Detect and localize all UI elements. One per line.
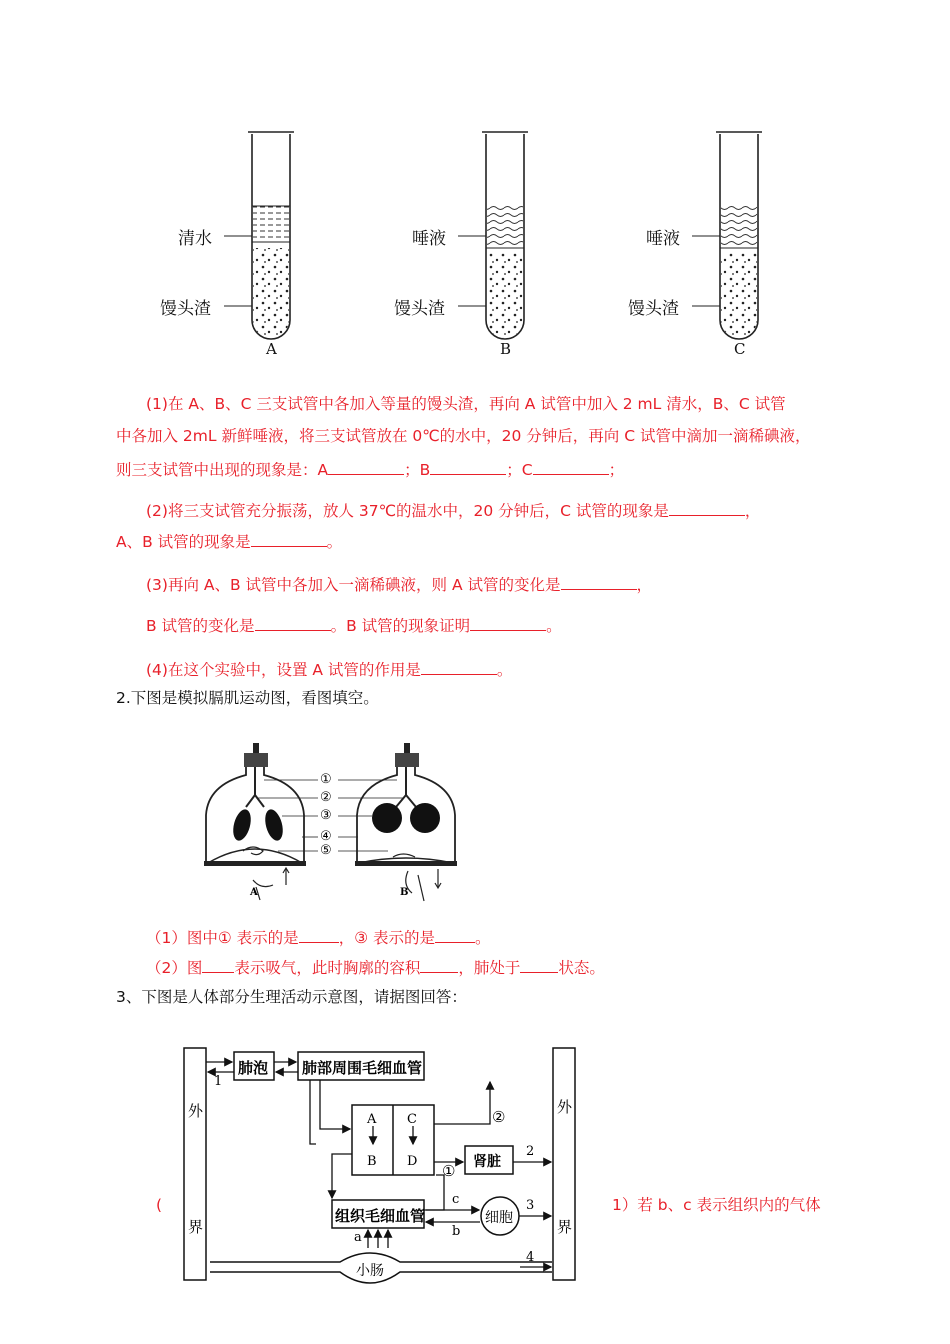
q1-p2-line2-text: A、B 试管的现象是: [116, 533, 251, 551]
q1-p3-comma: ，: [636, 576, 653, 594]
outside-left-1: 外: [188, 1102, 204, 1120]
arrow-label-circle-2: ②: [492, 1108, 506, 1126]
blank-control[interactable]: [421, 658, 497, 675]
q2-title: 2.下图是模拟膈肌运动图，看图填空。: [116, 689, 379, 707]
q2-s2-b: 表示吸气，此时胸廓的容积: [234, 959, 421, 977]
q1-p4: [146, 658, 512, 680]
outside-right-2: 界: [557, 1218, 573, 1236]
box-kidney: 肾脏: [473, 1154, 501, 1170]
tube-label-a: A: [266, 340, 277, 358]
q1-p4-text: (4)在这个实验中，设置 A 试管的作用是: [146, 661, 421, 679]
blank-b[interactable]: [430, 458, 506, 475]
heart-a: A: [367, 1112, 377, 1127]
arrow-label-a: a: [354, 1230, 362, 1245]
arrow-label-3: 3: [526, 1198, 535, 1213]
label-bread-c: 馒头渣: [628, 299, 679, 319]
blank-marker-1[interactable]: [299, 926, 339, 943]
blank-ab-37[interactable]: [251, 530, 327, 547]
blank-c-37[interactable]: [669, 499, 745, 516]
q1-p2-line2-end: 。: [326, 533, 343, 551]
q1-p2-line2: [116, 530, 342, 552]
jar-label-b: B: [400, 887, 409, 898]
tube-label-b: B: [500, 340, 512, 358]
q3-bracket: (: [156, 1196, 163, 1214]
q1-p2-comma: ，: [744, 502, 761, 520]
q3-title: 3、下图是人体部分生理活动示意图，请据图回答：: [116, 988, 467, 1006]
jar-a: [204, 743, 306, 900]
arrow-label-c: c: [452, 1192, 460, 1207]
physiology-diagram: [180, 1044, 580, 1284]
q1-p3-line2-a: B 试管的变化是: [146, 617, 255, 635]
blank-inhale-fig[interactable]: [202, 956, 234, 973]
blank-marker-3[interactable]: [435, 926, 475, 943]
label-saliva-c: 唾液: [646, 229, 680, 249]
q3-q1: 1）若 b、c 表示组织内的气体: [612, 1196, 821, 1214]
tube-c: [692, 132, 762, 339]
heart-c: C: [407, 1112, 417, 1127]
tube-a: [224, 132, 294, 339]
q2-s2: [146, 956, 605, 978]
blank-a[interactable]: [328, 458, 404, 475]
q1-p1-line1: (1)在 A、B、C 三支试管中各加入等量的馒头渣，再向 A 试管中加入 2 mL 清水，B、C 试管: [146, 395, 786, 413]
q1-p3-line2-end: 。: [546, 617, 562, 635]
marker-4: ④: [320, 829, 332, 844]
label-saliva-b: 唾液: [412, 229, 446, 249]
q1-p1-line3-a: 则三支试管中出现的现象是：A: [116, 461, 329, 479]
tube-b: [458, 132, 528, 339]
diaphragm-figure: [198, 735, 473, 905]
arrow-label-circle-1: ①: [442, 1162, 456, 1180]
q1-p3-text: (3)再向 A、B 试管中各加入一滴稀碘液，则 A 试管的变化是: [146, 576, 561, 594]
q1-p3-line1: [146, 573, 652, 595]
blank-c[interactable]: [533, 458, 609, 475]
test-tube-diagram: [140, 120, 780, 370]
label-bread-a: 馒头渣: [160, 299, 211, 319]
heart-d: D: [407, 1154, 418, 1169]
q1-p4-end: 。: [496, 661, 513, 679]
q2-s2-c: ，肺处于: [458, 959, 521, 977]
arrow-label-2: 2: [526, 1144, 535, 1159]
label-bread-b: 馒头渣: [394, 299, 445, 319]
blank-volume[interactable]: [420, 956, 458, 973]
marker-1: ①: [320, 772, 332, 787]
label-water: 清水: [178, 229, 212, 249]
box-intestine: 小肠: [356, 1263, 384, 1279]
blank-a-iodine[interactable]: [561, 573, 637, 590]
test-tube-figure: [140, 120, 780, 370]
q2-s1-b: ，③ 表示的是: [338, 929, 436, 947]
heart-b: B: [367, 1154, 377, 1169]
blank-b-iodine[interactable]: [255, 614, 331, 631]
q2-s1-end: 。: [475, 929, 491, 947]
box-tissue-capillaries: 组织毛细血管: [335, 1207, 426, 1225]
marker-2: ②: [320, 790, 332, 805]
arrow-label-4: 4: [526, 1250, 535, 1265]
q1-p1-line3-d: ；: [608, 461, 625, 479]
q1-p1-line3: [116, 458, 624, 480]
diaphragm-diagram: [198, 735, 473, 905]
q1-p1-line3-b: ；B: [404, 461, 431, 479]
jar-b: [355, 743, 457, 901]
q1-p2-text: (2)将三支试管充分振荡，放人 37℃的温水中，20 分钟后，C 试管的现象是: [146, 502, 669, 520]
marker-3: ③: [320, 808, 332, 823]
q2-s1-a: （1）图中① 表示的是: [146, 929, 299, 947]
q1-p3-line2-b: 。B 试管的现象证明: [330, 617, 471, 635]
arrow-label-1: 1: [214, 1074, 223, 1089]
physiology-figure: [180, 1044, 580, 1284]
blank-proof[interactable]: [470, 614, 546, 631]
q2-s2-end: 状态。: [558, 959, 605, 977]
box-alveoli: 肺泡: [238, 1059, 269, 1077]
q1-p3-line2: [146, 614, 562, 636]
q2-s2-a: （2）图: [146, 959, 203, 977]
q1-p1-line3-c: ；C: [506, 461, 533, 479]
marker-5: ⑤: [320, 843, 332, 858]
box-cell: 细胞: [485, 1210, 513, 1226]
box-lung-capillaries: 肺部周围毛细血管: [302, 1059, 423, 1077]
q1-p2-line1: [146, 499, 760, 521]
blank-lung-state[interactable]: [520, 956, 558, 973]
tube-label-c: C: [734, 340, 746, 358]
outside-left-2: 界: [188, 1218, 204, 1236]
jar-label-a: A: [250, 887, 258, 898]
outside-right-1: 外: [557, 1098, 573, 1116]
arrow-label-b: b: [452, 1224, 461, 1239]
q2-s1: [146, 926, 491, 948]
q1-p1-line2: 中各加入 2mL 新鲜唾液，将三支试管放在 0℃的水中，20 分钟后，再向 C 试管中滴加一滴稀碘液，: [116, 427, 811, 445]
